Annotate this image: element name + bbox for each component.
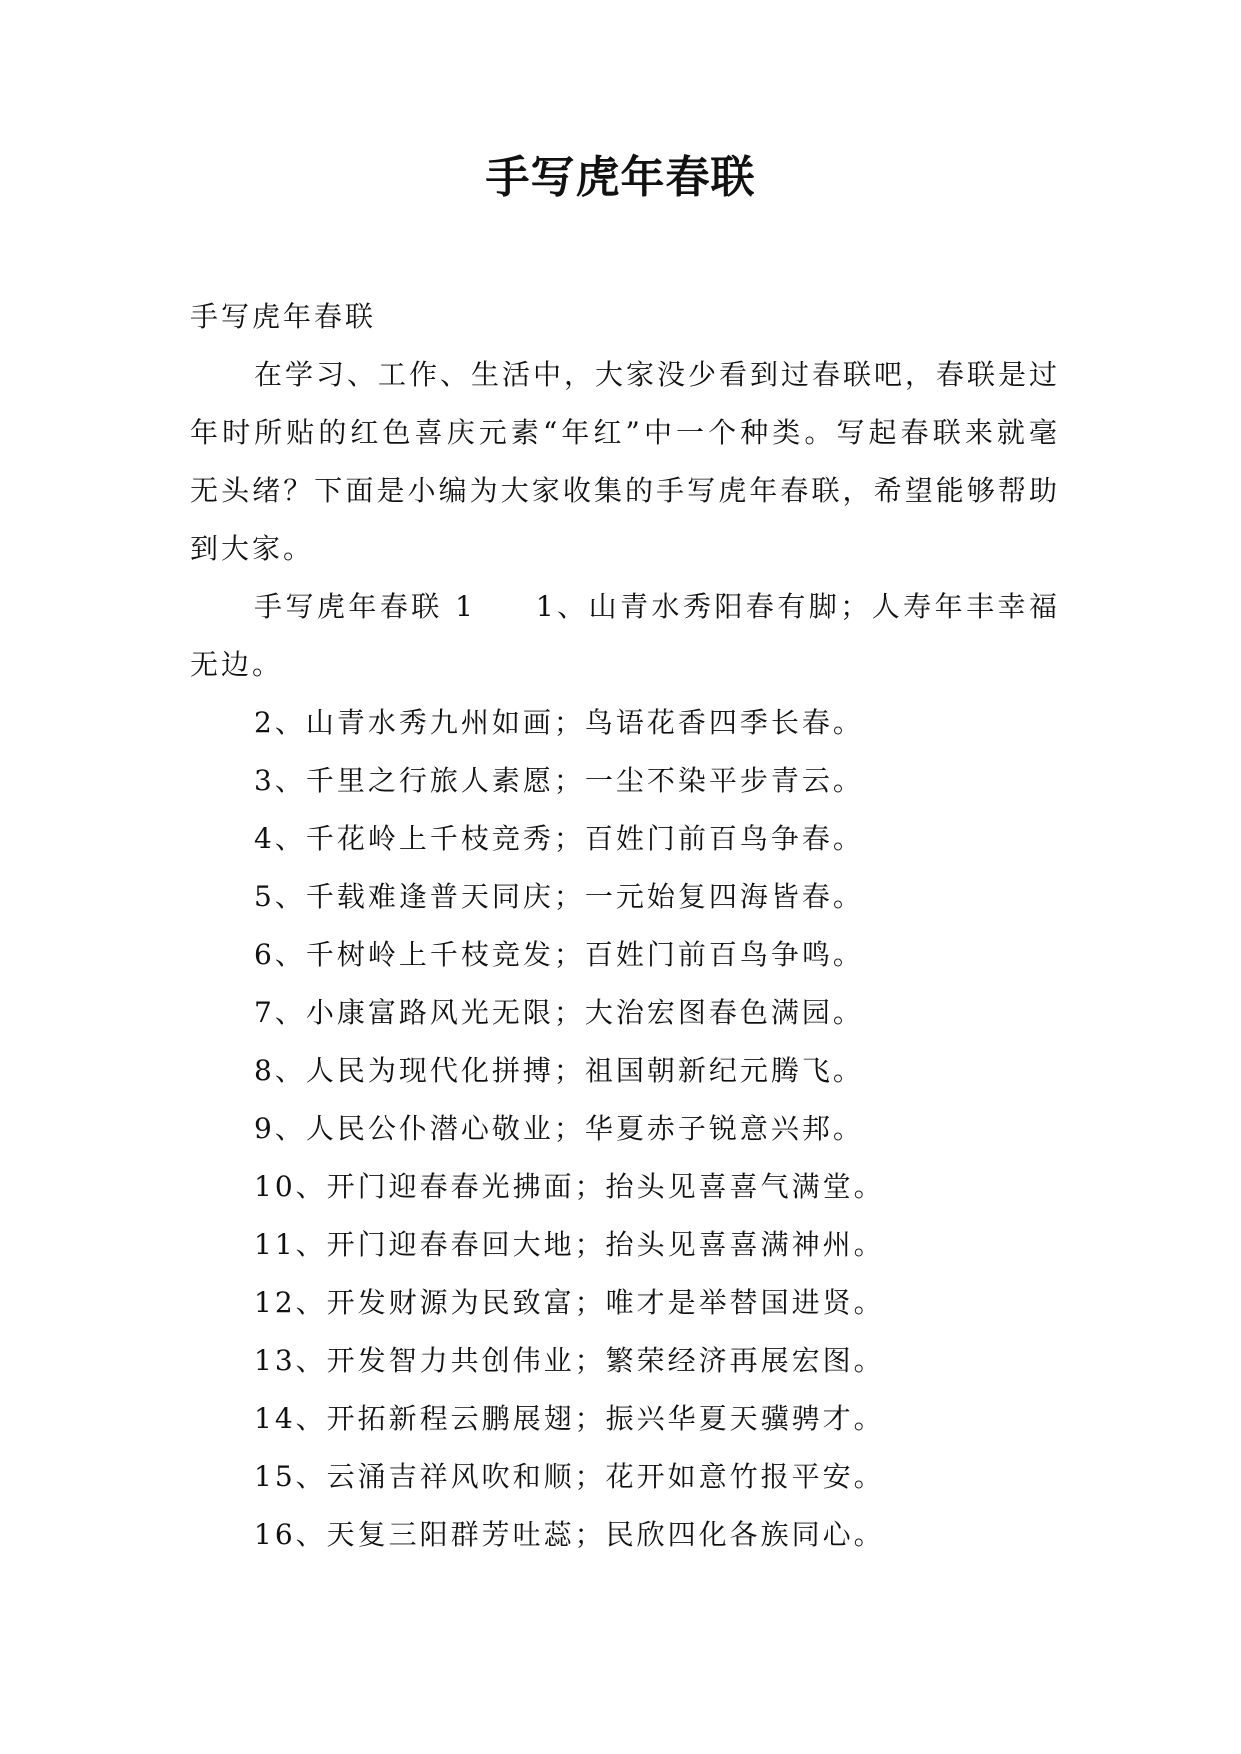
couplet-item-11: 11、开门迎春春回大地；抬头见喜喜满神州。 xyxy=(254,1228,885,1261)
couplet-item-4: 4、千花岭上千枝竞秀；百姓门前百鸟争春。 xyxy=(254,822,864,855)
couplet-item-16: 16、天复三阳群芳吐蕊；民欣四化各族同心。 xyxy=(254,1518,885,1551)
couplet-item-10: 10、开门迎春春光拂面；抬头见喜喜气满堂。 xyxy=(254,1170,885,1203)
couplet-item-7: 7、小康富路风光无限；大治宏图春色满园。 xyxy=(254,996,864,1029)
couplet-item-13: 13、开发智力共创伟业；繁荣经济再展宏图。 xyxy=(254,1344,885,1377)
couplet-item-2: 2、山青水秀九州如画；鸟语花香四季长春。 xyxy=(254,706,864,739)
document-subtitle: 手写虎年春联 xyxy=(190,300,377,333)
document-title: 手写虎年春联 xyxy=(485,152,756,203)
couplet-item-12: 12、开发财源为民致富；唯才是举替国进贤。 xyxy=(254,1286,885,1319)
couplet-item-14: 14、开拓新程云鹏展翅；振兴华夏天骥骋才。 xyxy=(254,1402,885,1435)
couplet-item-9: 9、人民公仆潜心敬业；华夏赤子锐意兴邦。 xyxy=(254,1112,864,1145)
intro-paragraph: 在学习、工作、生活中，大家没少看到过春联吧，春联是过年时所贴的红色喜庆元素“年红”中一个种类。写起春联来就毫无头绪？下面是小编为大家收集的手写虎年春联，希望能够帮助到大家。 xyxy=(190,358,1061,565)
document-body xyxy=(190,288,1060,1564)
section-heading: 手写虎年春联 1 xyxy=(254,590,476,623)
section-paragraph xyxy=(190,578,1060,694)
couplet-item-6: 6、千树岭上千枝竞发；百姓门前百鸟争鸣。 xyxy=(254,938,864,971)
couplet-item-3: 3、千里之行旅人素愿；一尘不染平步青云。 xyxy=(254,764,864,797)
couplet-item-5: 5、千载难逢普天同庆；一元始复四海皆春。 xyxy=(254,880,864,913)
couplet-item-8: 8、人民为现代化拼搏；祖国朝新纪元腾飞。 xyxy=(254,1054,864,1087)
couplet-item-1: 1、山青水秀阳春有脚；人寿年丰幸福无边。 xyxy=(190,590,1060,681)
couplet-item-15: 15、云涌吉祥风吹和顺；花开如意竹报平安。 xyxy=(254,1460,885,1493)
